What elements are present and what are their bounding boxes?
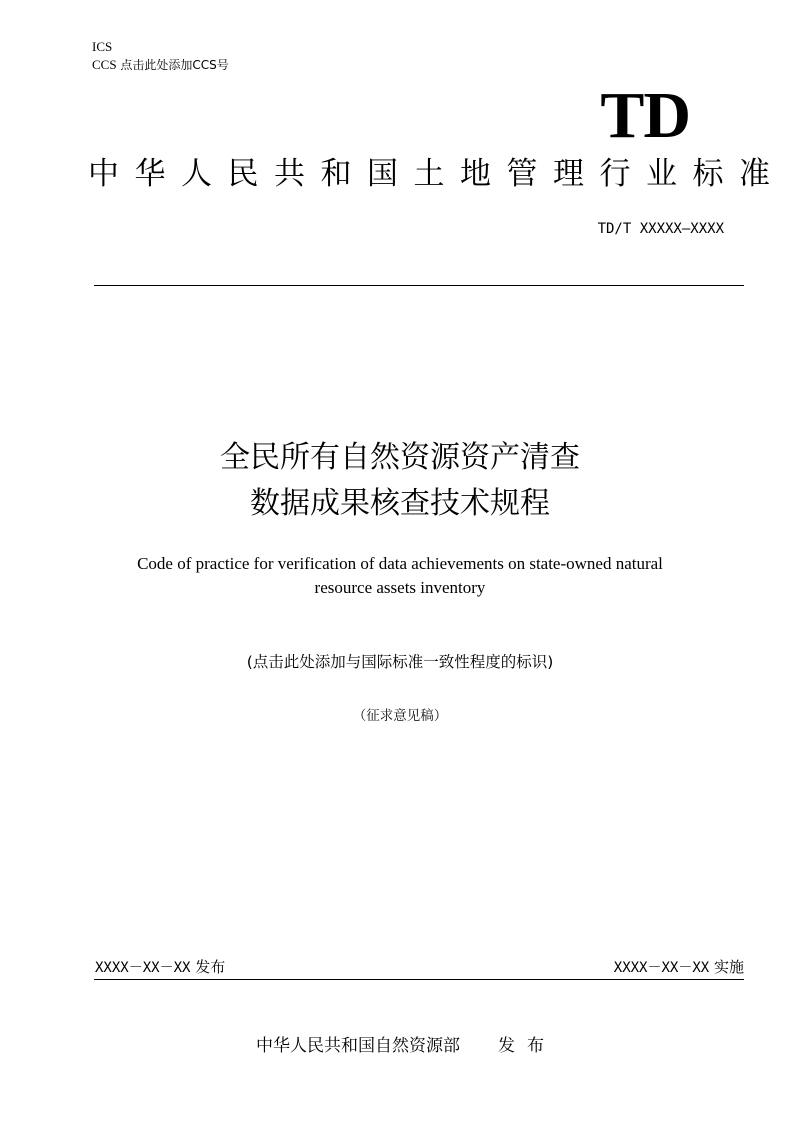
implement-label: 实施 bbox=[713, 958, 744, 976]
ics-label: ICS bbox=[92, 39, 113, 54]
chinese-title-line1: 全民所有自然资源资产清查 bbox=[220, 440, 580, 475]
ccs-label: CCS bbox=[92, 57, 117, 72]
issue-date-line bbox=[95, 956, 225, 979]
english-title-line1: Code of practice for verification of data achievements on state-owned natural bbox=[137, 554, 663, 573]
publish-label: 发布 bbox=[498, 1036, 556, 1056]
issue-date: XXXX－XX－XX bbox=[95, 960, 191, 976]
english-title-line2: resource assets inventory bbox=[314, 578, 486, 597]
publisher-name: 中华人民共和国自然资源部 bbox=[256, 1036, 460, 1056]
issue-label: 发布 bbox=[195, 958, 226, 976]
draft-status: （征求意见稿） bbox=[352, 708, 448, 724]
standard-code: TD/T XXXXX—XXXX bbox=[597, 221, 724, 237]
ccs-line bbox=[92, 56, 229, 74]
ccs-placeholder[interactable]: 点击此处添加CCS号 bbox=[120, 58, 229, 72]
publisher-line bbox=[256, 1034, 556, 1058]
chinese-title-line2: 数据成果核查技术规程 bbox=[250, 486, 550, 521]
conformity-note[interactable]: (点击此处添加与国际标准一致性程度的标识) bbox=[246, 653, 554, 671]
td-logo: TD bbox=[600, 79, 690, 152]
footer-divider bbox=[94, 979, 744, 980]
implement-date-line bbox=[614, 956, 744, 979]
header-divider bbox=[94, 285, 744, 286]
standard-type-title: 中华人民共和国土地管理行业标准 bbox=[88, 156, 786, 192]
implement-date: XXXX－XX－XX bbox=[613, 960, 710, 976]
